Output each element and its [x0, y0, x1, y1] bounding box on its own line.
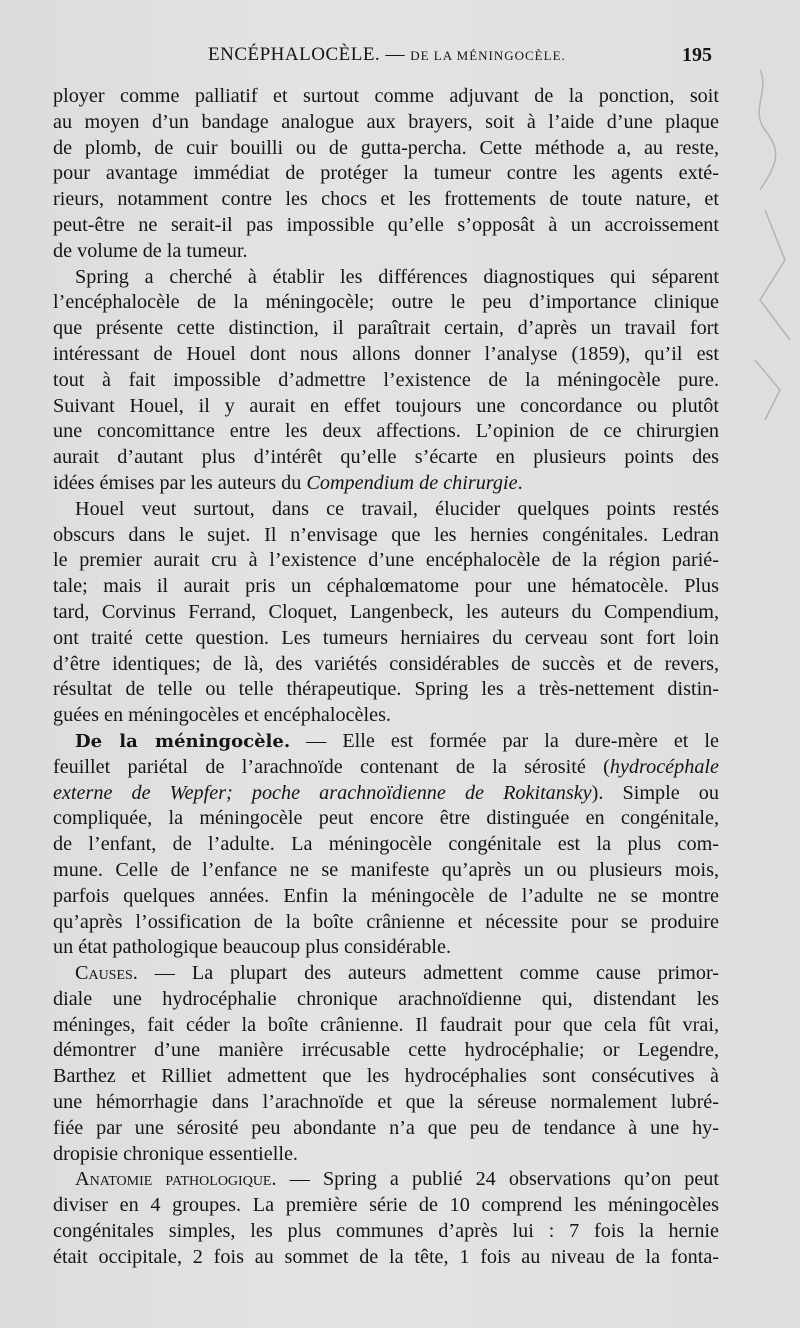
text-line: une hémorrhagie dans l’arachnoïde et que la séreuse normalement lubré-: [53, 1091, 719, 1114]
text-line: Causes. — La plupart des auteurs admettent comme cause primor-: [75, 962, 719, 985]
text-line: feuillet pariétal de l’arachnoïde contenant de la sérosité (hydrocéphale: [53, 755, 719, 778]
text-line: externe de Wepfer; poche arachnoïdienne de Rokitansky). Simple ou: [53, 781, 719, 804]
text-line: idées émises par les auteurs du Compendium de chirurgie.: [53, 471, 523, 494]
text-line: de volume de la tumeur.: [53, 239, 248, 262]
text-line: était occipitale, 2 fois au sommet de la tête, 1 fois au niveau de la fonta-: [53, 1245, 719, 1268]
text-line: guées en méningocèles et encéphalocèles.: [53, 704, 391, 727]
text-line: compliquée, la méningocèle peut encore être distinguée en congénitale,: [53, 807, 719, 830]
text-line: de l’enfant, de l’adulte. La méningocèle congénitale est la plus com-: [53, 833, 719, 856]
section-meningocele: [53, 729, 719, 961]
text-line: démontrer d’une manière irrécusable cette hydrocéphalie; or Legendre,: [53, 1039, 719, 1062]
text-line: De la méningocèle. — Elle est formée par la dure-mère et le: [75, 729, 719, 752]
text-line: peut-être ne serait-il pas impossible qu’elle s’opposât à un accroissement: [53, 213, 719, 236]
text-line: Houel veut surtout, dans ce travail, élucider quelques points restés: [75, 497, 719, 520]
text-line: de plomb, de cuir bouilli ou de gutta-percha. Cette méthode a, au reste,: [53, 136, 719, 159]
section-heading: Anatomie pathologique.: [75, 1168, 277, 1191]
section-anatomie-pathologique: [53, 1167, 719, 1270]
text-line: diviser en 4 groupes. La première série de 10 comprend les méningocèles: [53, 1194, 719, 1217]
section-causes: [53, 961, 719, 1167]
text-line: congénitales simples, les plus communes d’après lui : 7 fois la hernie: [53, 1220, 719, 1243]
text-line: ployer comme palliatif et surtout comme adjuvant de la ponction, soit: [53, 85, 719, 107]
paragraph-palliatif: [53, 84, 719, 265]
text-line: Barthez et Rilliet admettent que les hydrocéphalies sont consécutives à: [53, 1065, 719, 1088]
text-line: Suivant Houel, il y aurait en effet toujours une concordance ou plutôt: [53, 394, 719, 417]
running-header: [58, 44, 718, 74]
body-text: [53, 84, 719, 1271]
text-line: Anatomie pathologique. — Spring a publié 24 observations qu’on peut: [75, 1168, 720, 1191]
text-line: résultat de telle ou telle thérapeutique. Spring les a très-nettement distin-: [53, 678, 719, 701]
compendium-title: Compendium de chirurgie: [306, 471, 518, 494]
text-line: fiée par une sérosité peu abondante n’a que peu de tendance à une hy-: [53, 1116, 719, 1139]
text-line: d’être identiques; de là, des variétés considérables de succès et de revers,: [53, 652, 719, 675]
text-line: mune. Celle de l’enfance ne se manifeste qu’après un ou plusieurs mois,: [53, 858, 719, 881]
text-line: qu’après l’ossification de la boîte crânienne et nécessite pour se produire: [53, 910, 719, 933]
text-line: pour avantage immédiat de protéger la tumeur contre les agents exté-: [53, 162, 719, 185]
section-heading: De la méningocèle.: [75, 730, 291, 752]
text-line: intéressant de Houel dont nous allons donner l’analyse (1859), qu’il est: [53, 342, 719, 365]
section-heading: Causes.: [75, 962, 138, 985]
text-line: Spring a cherché à établir les différences diagnostiques qui séparent: [75, 265, 719, 288]
text-line: tout à fait impossible d’admettre l’existence de la méningocèle pure.: [53, 368, 719, 391]
running-title: ENCÉPHALOCÈLE. — DE LA MÉNINGOCÈLE.: [208, 44, 566, 65]
paragraph-spring-diagnostic: [53, 265, 719, 497]
text-line: tard, Corvinus Ferrand, Cloquet, Langenbeck, les auteurs du Compendium,: [53, 600, 719, 623]
text-line: parfois quelques années. Enfin la méningocèle de l’adulte ne se montre: [53, 884, 719, 907]
text-line: ont traité cette question. Les tumeurs herniaires du cerveau sont fort loin: [53, 626, 719, 649]
text-line: obscurs dans le sujet. Il n’envisage que les hernies congénitales. Ledran: [53, 523, 719, 546]
text-line: une concomittance entre les deux affections. L’opinion de ce chirurgien: [53, 420, 719, 443]
text-line: aurait d’autant plus d’intérêt qu’elle s’écarte en plusieurs points des: [53, 446, 719, 469]
text-line: dropisie chronique essentielle.: [53, 1142, 298, 1165]
page-number: 195: [682, 44, 712, 66]
text-line: méninges, fait céder la boîte crânienne. Il faudrait pour que cela fût vrai,: [53, 1013, 719, 1036]
text-line: que présente cette distinction, il paraîtrait certain, d’après un travail fort: [53, 317, 719, 340]
text-line: au moyen d’un bandage analogue aux brayers, soit à l’aide d’une plaque: [53, 110, 719, 133]
text-line: tale; mais il aurait pris un céphalœmatome pour une hématocèle. Plus: [53, 575, 719, 598]
text-line: le premier aurait cru à l’existence d’une encéphalocèle de la région parié-: [53, 549, 719, 572]
text-line: l’encéphalocèle de la méningocèle; outre le peu d’importance clinique: [53, 291, 719, 314]
paragraph-houel: [53, 497, 719, 729]
text-line: un état pathologique beaucoup plus considérable.: [53, 936, 452, 959]
text-line: diale une hydrocéphalie chronique arachnoïdienne qui, distendant les: [53, 987, 719, 1010]
bleed-through-marks: [740, 60, 800, 480]
text-line: rieurs, notamment contre les chocs et les frottements de toute nature, et: [53, 188, 719, 211]
